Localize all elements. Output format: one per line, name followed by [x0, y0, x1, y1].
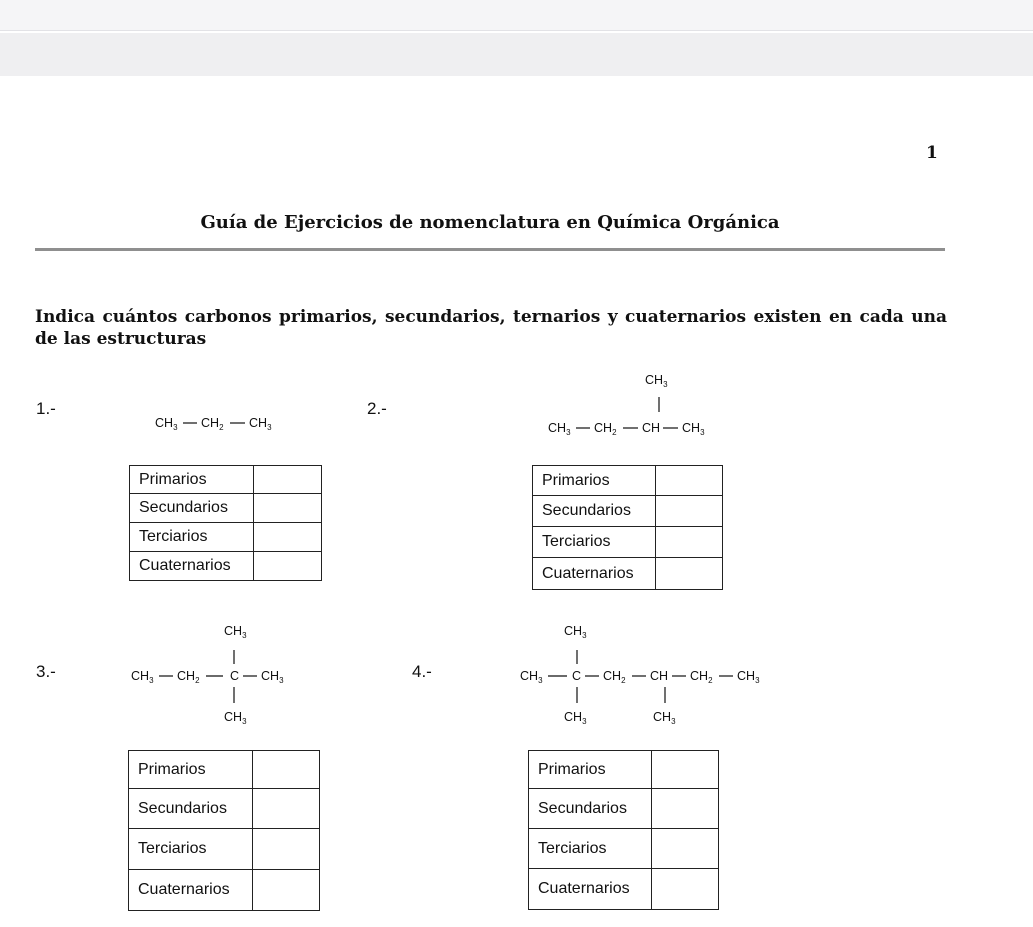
- answer-cell-terciarios[interactable]: [652, 829, 719, 869]
- answer-cell-cuaternarios[interactable]: [253, 870, 320, 911]
- exercise-1-formula: [150, 405, 300, 435]
- formula-group: CH: [224, 710, 243, 724]
- exercise-4-formula: [515, 617, 790, 732]
- formula-subscript: 3: [755, 676, 760, 685]
- answer-cell-secundarios[interactable]: [253, 789, 320, 829]
- answer-cell-cuaternarios[interactable]: [656, 558, 723, 590]
- formula-group: CH: [520, 669, 539, 683]
- answer-cell-terciarios[interactable]: [656, 527, 723, 558]
- formula-subscript: 3: [663, 380, 668, 389]
- exercise-3-number: 3.-: [36, 662, 56, 681]
- formula-subscript: 3: [267, 423, 272, 432]
- formula-group: CH: [603, 669, 622, 683]
- formula-group: CH: [131, 669, 150, 683]
- formula-subscript: 3: [566, 428, 571, 437]
- formula-group: CH: [249, 416, 268, 430]
- svg-text:CH3: [737, 669, 760, 685]
- row-label-secundarios: Secundarios: [129, 789, 253, 829]
- exercise-3-formula: [126, 617, 306, 732]
- formula-subscript: 2: [621, 676, 626, 685]
- formula-subscript: 3: [279, 676, 284, 685]
- svg-text:CH3: [155, 416, 178, 432]
- formula-subscript: 3: [582, 631, 587, 640]
- svg-text:CH3: [224, 624, 247, 640]
- instruction-text: Indica cuántos carbonos primarios, secundarios, ternarios y cuaternarios existen en cada una de las estructuras: [35, 307, 947, 349]
- formula-subscript: 3: [242, 631, 247, 640]
- row-label-primarios: Primarios: [130, 466, 254, 494]
- answer-cell-terciarios[interactable]: [254, 523, 322, 552]
- answer-cell-secundarios[interactable]: [656, 496, 723, 527]
- formula-subscript: 3: [538, 676, 543, 685]
- svg-text:CH3: [645, 373, 668, 389]
- formula-subscript: 3: [671, 717, 676, 726]
- svg-text:CH2: [690, 669, 713, 685]
- formula-subscript: 2: [612, 428, 617, 437]
- formula-group: CH: [642, 421, 661, 435]
- row-label-secundarios: Secundarios: [529, 789, 652, 829]
- exercise-3-table: [128, 750, 320, 911]
- svg-text:CH2: [201, 416, 224, 432]
- viewer-toolbar: [0, 33, 1033, 76]
- exercise-1-number: 1.-: [36, 399, 56, 418]
- title-divider: [35, 248, 945, 251]
- exercise-2-formula: [543, 366, 733, 442]
- formula-group: CH: [650, 669, 669, 683]
- formula-subscript: 3: [173, 423, 178, 432]
- row-label-cuaternarios: Cuaternarios: [529, 869, 652, 910]
- formula-subscript: 2: [195, 676, 200, 685]
- answer-cell-cuaternarios[interactable]: [652, 869, 719, 910]
- svg-text:CH3: [224, 710, 247, 726]
- svg-text:CH3: [131, 669, 154, 685]
- svg-text:CH3: [520, 669, 543, 685]
- formula-group: CH: [564, 624, 583, 638]
- formula-group: CH: [737, 669, 756, 683]
- formula-subscript: 2: [708, 676, 713, 685]
- exercise-2-number: 2.-: [367, 399, 387, 418]
- formula-group: CH: [548, 421, 567, 435]
- svg-text:CH3: [682, 421, 705, 437]
- row-label-cuaternarios: Cuaternarios: [129, 870, 253, 911]
- formula-subscript: 3: [700, 428, 705, 437]
- formula-group: CH: [690, 669, 709, 683]
- row-label-primarios: Primarios: [529, 751, 652, 789]
- exercise-4-table: [528, 750, 719, 910]
- row-label-cuaternarios: Cuaternarios: [533, 558, 656, 590]
- row-label-secundarios: Secundarios: [130, 494, 254, 523]
- formula-group: CH: [155, 416, 174, 430]
- svg-text:CH2: [603, 669, 626, 685]
- formula-group: CH: [261, 669, 280, 683]
- formula-subscript: 2: [219, 423, 224, 432]
- row-label-primarios: Primarios: [129, 751, 253, 789]
- formula-group: CH: [224, 624, 243, 638]
- page-title: Guía de Ejercicios de nomenclatura en Química Orgánica: [200, 212, 780, 233]
- svg-text:CH2: [177, 669, 200, 685]
- answer-cell-terciarios[interactable]: [253, 829, 320, 870]
- answer-cell-cuaternarios[interactable]: [254, 552, 322, 581]
- row-label-cuaternarios: Cuaternarios: [130, 552, 254, 581]
- formula-subscript: 3: [242, 717, 247, 726]
- row-label-terciarios: Terciarios: [129, 829, 253, 870]
- exercise-2-table: [532, 465, 723, 590]
- formula-subscript: 3: [149, 676, 154, 685]
- answer-cell-primarios[interactable]: [254, 466, 322, 494]
- svg-text:CH3: [261, 669, 284, 685]
- formula-group: CH: [653, 710, 672, 724]
- svg-text:CH3: [548, 421, 571, 437]
- answer-cell-secundarios[interactable]: [652, 789, 719, 829]
- formula-group: CH: [682, 421, 701, 435]
- exercise-1-table: [129, 465, 322, 581]
- svg-text:CH3: [564, 710, 587, 726]
- row-label-secundarios: Secundarios: [533, 496, 656, 527]
- formula-group: CH: [645, 373, 664, 387]
- formula-subscript: 3: [582, 717, 587, 726]
- svg-text:CH3: [653, 710, 676, 726]
- row-label-terciarios: Terciarios: [529, 829, 652, 869]
- formula-group: CH: [564, 710, 583, 724]
- answer-cell-primarios[interactable]: [253, 751, 320, 789]
- formula-group: C: [572, 669, 582, 683]
- row-label-terciarios: Terciarios: [533, 527, 656, 558]
- page-number: 1: [926, 143, 938, 163]
- formula-group: CH: [594, 421, 613, 435]
- formula-group: CH: [177, 669, 196, 683]
- row-label-primarios: Primarios: [533, 466, 656, 496]
- row-label-terciarios: Terciarios: [130, 523, 254, 552]
- formula-group: CH: [201, 416, 220, 430]
- svg-text:CH3: [249, 416, 272, 432]
- formula-group: C: [230, 669, 240, 683]
- answer-cell-secundarios[interactable]: [254, 494, 322, 523]
- answer-cell-primarios[interactable]: [656, 466, 723, 496]
- browser-toolbar: [0, 0, 1033, 31]
- answer-cell-primarios[interactable]: [652, 751, 719, 789]
- exercise-4-number: 4.-: [412, 662, 432, 681]
- svg-text:CH3: [564, 624, 587, 640]
- svg-text:CH2: [594, 421, 617, 437]
